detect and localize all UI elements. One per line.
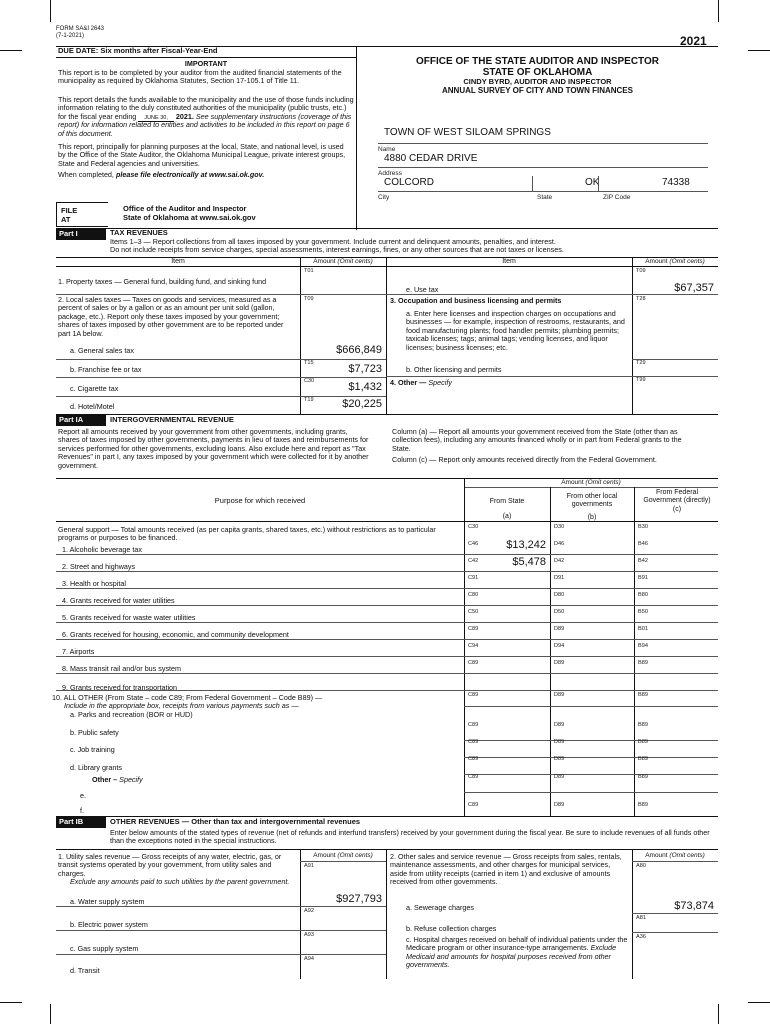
from-state-value[interactable]: $13,242 — [506, 539, 546, 551]
local-code: D89 — [554, 692, 565, 698]
file-at-line-1: Office of the Auditor and Inspector — [123, 204, 247, 213]
due-date: DUE DATE: Six months after Fiscal-Year-End — [58, 46, 218, 55]
row-divider — [56, 622, 718, 623]
from-state-value[interactable]: $5,478 — [512, 556, 546, 568]
federal-code: B91 — [638, 575, 648, 581]
utility-sales-text — [58, 853, 294, 887]
name-label: Name — [378, 146, 396, 153]
amount-col-header-left — [300, 258, 386, 266]
code-a93: A93 — [304, 932, 314, 938]
all-other-row-label: e. — [80, 791, 86, 800]
hotel-motel-value[interactable]: $20,225 — [342, 398, 382, 410]
all-other-row-label: a. Parks and recreation (BOR or HUD) — [70, 710, 193, 719]
supplementary-text: See supplementary instructions (coverage of this report) for information related to entities and activities to be included in this report on page 6 of this document. — [58, 111, 352, 138]
file-at-box — [56, 202, 108, 227]
office-title — [357, 56, 718, 78]
divider — [632, 861, 718, 862]
code-a92: A92 — [304, 908, 314, 914]
code-c30: C30 — [304, 378, 315, 384]
omit-cents: (Omit cents) — [669, 852, 705, 859]
divider — [56, 930, 386, 931]
federal-code: B89 — [638, 774, 648, 780]
divider — [386, 257, 387, 414]
fiscal-month: JUNE 30, — [138, 115, 174, 122]
use-tax-value[interactable]: $67,357 — [674, 282, 714, 294]
divider — [300, 861, 386, 862]
other-sales-text: 2. Other sales and service revenue — Gross receipts from sales, rentals, maintenance assessments, and other charges for municipal services, aside from utility receipts (carried in item 1) and exclusive of amounts received from other governments. — [390, 852, 622, 887]
refuse-label: b. Refuse collection charges — [406, 924, 497, 933]
from-local-text: From other local governments — [566, 493, 618, 509]
omit-cents: (Omit cents) — [669, 258, 705, 265]
federal-code: B46 — [638, 541, 648, 547]
intergov-row-label: 5. Grants received for waste water utilities — [62, 613, 196, 622]
part-1-instr-2: Do not include receipts from service charges, special assessments, interest earnings, fines, or any other sources that are not taxes or licenses. — [110, 245, 564, 255]
electric-power-label: b. Electric power system — [70, 920, 148, 929]
code-t19: T19 — [304, 397, 314, 403]
from-federal-text: From Federal Government (directly) — [643, 489, 711, 505]
intro-paragraph: This report is to be completed by your auditor from the audited financial statements of the municipality as required by Oklahoma Statutes, Section 17-105.1 of Title 11. — [58, 68, 342, 86]
state-code: C89 — [468, 692, 479, 698]
divider — [532, 176, 533, 191]
code-b89: B89 — [638, 802, 648, 808]
state-code: C89 — [468, 774, 479, 780]
hospital-charges-note: Exclude Medicaid and amounts for hospital purposes received from other governments. — [406, 943, 617, 970]
divider — [464, 478, 465, 816]
state-code: C46 — [468, 541, 479, 547]
office-line-2: STATE OF OKLAHOMA — [482, 67, 593, 78]
code-t09: T09 — [304, 296, 314, 302]
item-col-header-left: Item — [171, 258, 185, 265]
divider — [56, 377, 386, 378]
code-t09: T09 — [636, 268, 646, 274]
utility-sales-note: Exclude any amounts paid to such utilities by the parent government. — [70, 877, 290, 887]
code-t29: T29 — [636, 360, 646, 366]
general-support-body: General support — Total amounts received (as per capita grants, shared taxes, etc.) without restrictions as to particular programs or purposes to be financed. — [58, 525, 436, 543]
local-code: D91 — [554, 575, 565, 581]
local-code: D30 — [554, 524, 565, 530]
intergov-row-label: 7. Airports — [62, 647, 95, 656]
row-divider — [56, 639, 718, 640]
part-1-label: Part I — [56, 229, 106, 240]
row-divider — [56, 673, 718, 674]
divider — [56, 849, 718, 850]
from-federal-sub: (c) — [672, 505, 682, 513]
part-1a-column-a-note: Column (a) — Report all amounts your government received from the State (other than as collection fees), including any amounts financed wholly or in part from Federal grants to the State. — [392, 427, 682, 453]
intergov-row-label: 2. Street and highways — [62, 562, 136, 571]
ib-amount-header-right — [632, 852, 718, 860]
water-supply-label: a. Water supply system — [70, 897, 145, 906]
code-t99: T99 — [636, 377, 646, 383]
divider — [56, 396, 386, 397]
local-code: D89 — [554, 722, 565, 728]
hotel-motel-label: d. Hotel/Motel — [70, 402, 115, 411]
code-t28: T28 — [636, 296, 646, 302]
federal-code: B42 — [638, 558, 648, 564]
hospital-charges-body: c. Hospital charges received on behalf of individual patients under the Medicare program or other insurance-type arrangements. — [406, 935, 628, 953]
divider — [632, 257, 633, 414]
cigarette-value[interactable]: $1,432 — [348, 381, 382, 393]
form-number: FORM SA&I 2643 — [56, 26, 105, 32]
form-date: (7-1-2021) — [56, 32, 85, 39]
code-d89: D89 — [554, 802, 565, 808]
zip-label: ZIP Code — [603, 194, 631, 201]
file-at-text — [123, 205, 256, 222]
local-code: D89 — [554, 756, 565, 762]
divider — [56, 954, 386, 955]
divider — [56, 57, 356, 58]
divider — [378, 167, 708, 168]
sewerage-label: a. Sewerage charges — [406, 903, 474, 912]
purpose-header: Purpose for which received — [214, 496, 306, 505]
amount-header: Amount — [645, 852, 668, 859]
local-code: D94 — [554, 643, 565, 649]
omit-cents: (Omit cents) — [337, 258, 373, 265]
local-code: D50 — [554, 609, 565, 615]
intergov-row-label: 6. Grants received for housing, economic, and community development — [62, 630, 289, 639]
amount-header: Amount — [313, 852, 336, 859]
address-field[interactable]: 4880 CEDAR DRIVE — [384, 153, 478, 164]
sewerage-value[interactable]: $73,874 — [674, 900, 714, 912]
divider — [386, 376, 718, 377]
city-label: City — [378, 194, 390, 201]
occupation-label: 3. Occupation and business licensing and permits — [390, 296, 562, 305]
divider — [550, 487, 551, 816]
local-sales-label: 2. Local sales taxes — Taxes on goods and services, measured as a percent of sales or by a gallon or as an amount per unit sold (gallon, package, etc.). Report only these taxes imposed by your government; shares of taxes imposed by other government are to be reported under part 1A below. — [58, 295, 284, 338]
row-divider — [464, 757, 718, 758]
part-1-title: TAX REVENUES — [110, 228, 168, 237]
form-year: 2021 — [680, 34, 707, 48]
occupation-licenses-label: a. Enter here licenses and inspection charges on occupations and businesses — for example, inspection of restrooms, restaurants, and food manufacturing plants; food handler permits; plumbing permits; taxicab licenses; tags; animal tags; vending licenses, and liquor licenses; business licenses; etc. — [406, 309, 625, 352]
code-t15: T15 — [304, 360, 314, 366]
office-line-1: OFFICE OF THE STATE AUDITOR AND INSPECTOR — [416, 56, 659, 67]
code-a94: A94 — [304, 956, 314, 962]
code-a81: A81 — [636, 915, 646, 921]
divider — [632, 932, 718, 933]
other-specify-text: Other – — [92, 775, 118, 784]
federal-code: B89 — [638, 756, 648, 762]
ib-amount-header-left — [300, 852, 386, 860]
state-code: C94 — [468, 643, 479, 649]
crop-mark — [50, 0, 51, 22]
local-code: D80 — [554, 592, 565, 598]
crop-mark — [718, 0, 719, 22]
zip-field[interactable]: 74338 — [662, 177, 690, 188]
from-federal-header — [636, 489, 718, 514]
transit-label: d. Transit — [70, 966, 100, 975]
state-label: State — [537, 194, 553, 201]
part-1a-label: Part IA — [56, 415, 106, 426]
divider — [598, 176, 599, 191]
intergov-row-label: 1. Alcoholic beverage tax — [62, 545, 142, 554]
state-code: C30 — [468, 524, 479, 530]
file-paragraph — [58, 171, 354, 179]
divider — [632, 913, 718, 914]
federal-code: B89 — [638, 692, 648, 698]
franchise-value[interactable]: $7,723 — [348, 363, 382, 375]
omit-cents: (Omit cents) — [585, 479, 621, 486]
part-1b-label: Part IB — [56, 817, 106, 828]
local-code: D46 — [554, 541, 565, 547]
row-f-label: f. — [80, 806, 84, 815]
crop-mark — [748, 50, 770, 51]
divider — [300, 849, 301, 979]
divider — [56, 521, 718, 522]
file-at-label-2: AT — [61, 215, 71, 224]
code-t01: T01 — [304, 268, 314, 274]
part-1-instr-1: Items 1–3 — Report collections from all taxes imposed by your government. Include current and delinquent amounts, penalties, and interest. — [110, 237, 556, 246]
federal-code: B89 — [638, 660, 648, 666]
ia-amount-header — [464, 479, 718, 487]
code-c89: C89 — [468, 802, 479, 808]
divider — [464, 487, 718, 488]
divider — [386, 849, 387, 979]
other-specify — [92, 776, 143, 784]
from-state-sub: (a) — [502, 513, 512, 521]
intergov-row-label: 9. Grants received for transportation — [62, 683, 178, 692]
code-a36: A36 — [636, 934, 646, 940]
franchise-label: b. Franchise fee or tax — [70, 365, 142, 374]
file-at-label-1: FILE — [61, 206, 78, 215]
row-divider — [56, 656, 718, 657]
row-divider — [464, 792, 718, 793]
state-code: C89 — [468, 626, 479, 632]
divider — [56, 906, 386, 907]
other-licensing-label: b. Other licensing and permits — [406, 365, 502, 374]
all-other-row-label: c. Job training — [70, 745, 115, 754]
important-heading: IMPORTANT — [184, 59, 228, 68]
federal-code: B30 — [638, 524, 648, 530]
part-1b-title: OTHER REVENUES — Other than tax and intergovernmental revenues — [110, 817, 361, 826]
row-divider — [56, 588, 718, 589]
gas-supply-label: c. Gas supply system — [70, 944, 139, 953]
funds-paragraph — [58, 96, 354, 138]
general-sales-value[interactable]: $666,849 — [336, 344, 382, 356]
file-link[interactable]: please file electronically at www.sai.ok.gov. — [115, 170, 265, 179]
auditor-name: CINDY BYRD, AUDITOR AND INSPECTOR — [463, 77, 612, 86]
all-other-row-label: b. Public safety — [70, 728, 119, 737]
planning-paragraph: This report, principally for planning purposes at the local, State, and national level, is used by the Office of the State Auditor, the Oklahoma Municipal League, private interest groups, State and Federal agencies and universities. — [58, 142, 346, 168]
row-divider — [464, 706, 718, 707]
survey-title: ANNUAL SURVEY OF CITY AND TOWN FINANCES — [442, 86, 633, 95]
intergov-row-label: 3. Health or hospital — [62, 579, 126, 588]
code-a80: A80 — [636, 863, 646, 869]
crop-mark — [0, 50, 22, 51]
local-code: D89 — [554, 626, 565, 632]
amount-header: Amount — [561, 479, 584, 486]
code-a91: A91 — [304, 863, 314, 869]
crop-mark — [0, 1002, 22, 1003]
property-taxes-label: 1. Property taxes — General fund, building fund, and sinking fund — [58, 277, 267, 286]
from-state-header — [464, 498, 550, 522]
all-other-text — [52, 694, 462, 711]
other-tax-text: 4. Other — — [390, 378, 427, 387]
state-code: C50 — [468, 609, 479, 615]
state-code: C89 — [468, 739, 479, 745]
hospital-charges-text — [406, 936, 628, 970]
use-tax-label: e. Use tax — [406, 285, 439, 294]
state-code: C89 — [468, 756, 479, 762]
all-other-line-2: Include in the appropriate box, receipts from various payments such as — — [64, 701, 299, 711]
state-code: C80 — [468, 592, 479, 598]
general-support-text — [58, 526, 458, 543]
from-state-text: From State — [489, 498, 525, 505]
intergov-row-label: 8. Mass transit rail and/or bus system — [62, 664, 182, 673]
part-1-instructions — [110, 238, 716, 255]
from-local-sub: (b) — [587, 513, 597, 521]
federal-code: B89 — [638, 739, 648, 745]
amount-header: Amount — [645, 258, 668, 265]
file-at-line-2: State of Oklahoma at www.sai.ok.gov — [123, 212, 256, 222]
divider — [378, 191, 708, 192]
other-tax-specify: Specify — [428, 378, 452, 387]
federal-code: B89 — [638, 722, 648, 728]
state-code: C89 — [468, 722, 479, 728]
state-code: C42 — [468, 558, 479, 564]
intergov-row-label: 4. Grants received for water utilities — [62, 596, 175, 605]
all-other-row-label: d. Library grants — [70, 763, 122, 772]
local-code: D89 — [554, 660, 565, 666]
row-divider — [56, 690, 718, 691]
local-code: D89 — [554, 774, 565, 780]
name-field[interactable]: TOWN OF WEST SILOAM SPRINGS — [384, 127, 551, 138]
part-1a-column-c-note: Column (c) — Report only amounts received directly from the Federal Government. — [392, 455, 657, 464]
part-1a-title: INTERGOVERNMENTAL REVENUE — [110, 415, 234, 424]
crop-mark — [718, 1004, 719, 1024]
federal-code: B80 — [638, 592, 648, 598]
federal-code: B50 — [638, 609, 648, 615]
general-sales-label: a. General sales tax — [70, 346, 134, 355]
all-other-line-1: 10. ALL OTHER (From State – code C89; From Federal Government – Code B89) — — [52, 693, 323, 702]
divider — [378, 143, 708, 144]
crop-mark — [50, 1004, 51, 1024]
amount-header: Amount — [313, 258, 336, 265]
crop-mark — [748, 1002, 770, 1003]
other-tax-label — [390, 379, 452, 387]
divider — [386, 294, 718, 295]
row-divider — [56, 605, 718, 606]
divider — [634, 487, 635, 816]
funds-text: This report details the funds available to the municipality and the use of those funds including information relating to the duly constituted authorities of the municipality (public trusts, etc.) for the fiscal year ending — [58, 95, 354, 121]
item-col-header-right: Item — [502, 258, 516, 265]
divider — [56, 359, 386, 360]
utility-sales-body: 1. Utility sales revenue — Gross receipts of any water, electric, gas, or transit systems operated by your government, from utility sales and charges. — [58, 852, 282, 878]
federal-code: B01 — [638, 626, 648, 632]
file-text: When completed, — [58, 170, 114, 179]
state-code: C89 — [468, 660, 479, 666]
city-field[interactable]: COLCORD — [384, 177, 435, 188]
water-supply-value[interactable]: $927,793 — [336, 893, 382, 905]
row-divider — [464, 740, 718, 741]
omit-cents: (Omit cents) — [337, 852, 373, 859]
part-1a-instructions: Report all amounts received by your government from other governments, including grants, shares of taxes imposed by other governments, payments in lieu of taxes and reimbursements for services performed for other governments, excluding loans. Also exclude here and report as "Tax Revenues" in part I, any taxes imposed by your government which were collected for it by another government. — [58, 427, 369, 470]
local-code: D89 — [554, 739, 565, 745]
other-specify-label: Specify — [119, 775, 143, 784]
amount-col-header-right — [632, 258, 718, 266]
state-field[interactable]: OK — [585, 177, 600, 188]
row-divider — [56, 571, 718, 572]
part-1b-instructions: Enter below amounts of the stated types of revenue (net of refunds and interfund transfers) received by your government during the fiscal year. Be sure to include revenues of all funds other than the exceptions noted in the special instructions. — [110, 828, 710, 846]
fiscal-year: 2021. — [175, 111, 194, 121]
state-code: C91 — [468, 575, 479, 581]
federal-code: B94 — [638, 643, 648, 649]
row-divider — [56, 554, 718, 555]
local-code: D42 — [554, 558, 565, 564]
address-label: Address — [378, 170, 402, 177]
from-local-header — [550, 493, 634, 522]
divider — [632, 849, 633, 979]
row-divider — [464, 774, 718, 775]
cigarette-label: c. Cigarette tax — [70, 384, 119, 393]
form-id — [56, 26, 104, 39]
